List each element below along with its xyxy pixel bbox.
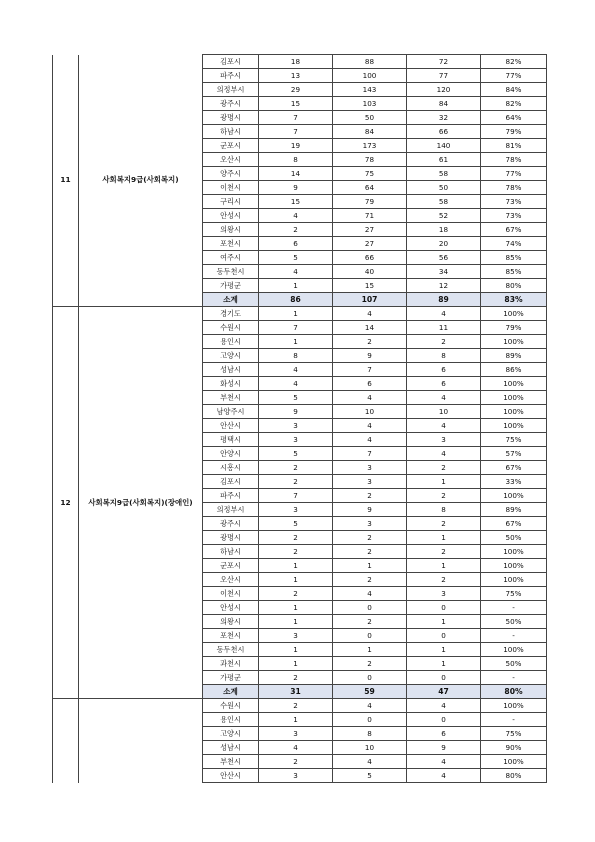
region-cell: 안양시 — [203, 447, 259, 461]
test-takers-cell: 0 — [407, 713, 481, 727]
rate-cell: 81% — [481, 139, 547, 153]
test-takers-cell: 1 — [407, 475, 481, 489]
test-takers-cell: 1 — [407, 643, 481, 657]
region-cell: 광주시 — [203, 517, 259, 531]
rate-cell: 89% — [481, 349, 547, 363]
region-cell: 수원시 — [203, 321, 259, 335]
rate-cell: 33% — [481, 475, 547, 489]
applicants-cell: 2 — [333, 545, 407, 559]
rate-cell: 67% — [481, 461, 547, 475]
quota-cell: 2 — [259, 223, 333, 237]
test-takers-cell: 66 — [407, 125, 481, 139]
applicants-cell: 3 — [333, 475, 407, 489]
test-takers-cell: 8 — [407, 503, 481, 517]
region-cell: 과천시 — [203, 657, 259, 671]
quota-cell: 4 — [259, 209, 333, 223]
region-cell: 동두천시 — [203, 643, 259, 657]
test-takers-cell: 0 — [407, 671, 481, 685]
test-takers-cell: 4 — [407, 447, 481, 461]
applicants-cell: 3 — [333, 461, 407, 475]
applicants-cell: 88 — [333, 55, 407, 69]
region-cell: 의정부시 — [203, 83, 259, 97]
test-takers-cell: 1 — [407, 657, 481, 671]
quota-cell: 7 — [259, 321, 333, 335]
rate-cell: 77% — [481, 167, 547, 181]
region-cell: 파주시 — [203, 489, 259, 503]
test-takers-cell: 1 — [407, 531, 481, 545]
test-takers-cell: 18 — [407, 223, 481, 237]
region-cell: 안산시 — [203, 419, 259, 433]
quota-cell: 3 — [259, 727, 333, 741]
quota-cell: 18 — [259, 55, 333, 69]
applicants-cell: 27 — [333, 223, 407, 237]
test-takers-cell: 72 — [407, 55, 481, 69]
rate-cell: 78% — [481, 181, 547, 195]
applicants-cell: 4 — [333, 307, 407, 321]
quota-cell: 8 — [259, 153, 333, 167]
region-cell: 오산시 — [203, 573, 259, 587]
test-takers-cell: 6 — [407, 377, 481, 391]
rate-cell: 80% — [481, 685, 547, 699]
quota-cell: 2 — [259, 671, 333, 685]
region-cell: 부천시 — [203, 755, 259, 769]
quota-cell: 15 — [259, 195, 333, 209]
test-takers-cell: 140 — [407, 139, 481, 153]
exam-number: 11 — [53, 55, 79, 307]
exam-title: 사회복지9급(사회복지)(장애인) — [79, 307, 203, 699]
applicants-cell: 7 — [333, 363, 407, 377]
test-takers-cell: 56 — [407, 251, 481, 265]
rate-cell: 100% — [481, 573, 547, 587]
quota-cell: 5 — [259, 251, 333, 265]
applicants-cell: 143 — [333, 83, 407, 97]
test-takers-cell: 2 — [407, 335, 481, 349]
test-takers-cell: 4 — [407, 391, 481, 405]
applicants-cell: 59 — [333, 685, 407, 699]
region-cell: 광명시 — [203, 111, 259, 125]
applicants-cell: 2 — [333, 573, 407, 587]
test-takers-cell: 4 — [407, 699, 481, 713]
rate-cell: 100% — [481, 419, 547, 433]
test-takers-cell: 84 — [407, 97, 481, 111]
quota-cell: 2 — [259, 545, 333, 559]
test-takers-cell: 6 — [407, 727, 481, 741]
applicants-cell: 4 — [333, 699, 407, 713]
test-takers-cell: 0 — [407, 629, 481, 643]
test-takers-cell: 47 — [407, 685, 481, 699]
test-takers-cell: 4 — [407, 755, 481, 769]
test-takers-cell: 61 — [407, 153, 481, 167]
rate-cell: 50% — [481, 657, 547, 671]
recruitment-statistics-table — [52, 54, 547, 783]
region-cell: 소계 — [203, 293, 259, 307]
rate-cell: 67% — [481, 517, 547, 531]
applicants-cell: 4 — [333, 391, 407, 405]
region-cell: 남양주시 — [203, 405, 259, 419]
applicants-cell: 0 — [333, 713, 407, 727]
quota-cell: 3 — [259, 503, 333, 517]
applicants-cell: 2 — [333, 657, 407, 671]
test-takers-cell: 32 — [407, 111, 481, 125]
rate-cell: 100% — [481, 489, 547, 503]
rate-cell: 73% — [481, 209, 547, 223]
quota-cell: 5 — [259, 391, 333, 405]
test-takers-cell: 10 — [407, 405, 481, 419]
rate-cell: 100% — [481, 307, 547, 321]
region-cell: 수원시 — [203, 699, 259, 713]
applicants-cell: 3 — [333, 517, 407, 531]
applicants-cell: 78 — [333, 153, 407, 167]
quota-cell: 2 — [259, 699, 333, 713]
region-cell: 이천시 — [203, 181, 259, 195]
applicants-cell: 107 — [333, 293, 407, 307]
region-cell: 하남시 — [203, 545, 259, 559]
rate-cell: 78% — [481, 153, 547, 167]
test-takers-cell: 58 — [407, 195, 481, 209]
quota-cell: 3 — [259, 419, 333, 433]
region-cell: 안성시 — [203, 209, 259, 223]
test-takers-cell: 9 — [407, 741, 481, 755]
rate-cell: 75% — [481, 727, 547, 741]
quota-cell: 4 — [259, 363, 333, 377]
rate-cell: 82% — [481, 55, 547, 69]
rate-cell: 64% — [481, 111, 547, 125]
rate-cell: 74% — [481, 237, 547, 251]
region-cell: 성남시 — [203, 363, 259, 377]
quota-cell: 1 — [259, 279, 333, 293]
quota-cell: 1 — [259, 335, 333, 349]
quota-cell: 7 — [259, 111, 333, 125]
applicants-cell: 79 — [333, 195, 407, 209]
quota-cell: 4 — [259, 741, 333, 755]
applicants-cell: 2 — [333, 615, 407, 629]
applicants-cell: 64 — [333, 181, 407, 195]
rate-cell: 100% — [481, 391, 547, 405]
quota-cell: 9 — [259, 181, 333, 195]
rate-cell: 100% — [481, 335, 547, 349]
applicants-cell: 84 — [333, 125, 407, 139]
rate-cell: 89% — [481, 503, 547, 517]
applicants-cell: 0 — [333, 629, 407, 643]
region-cell: 소계 — [203, 685, 259, 699]
rate-cell: - — [481, 671, 547, 685]
rate-cell: 84% — [481, 83, 547, 97]
region-cell: 가평군 — [203, 279, 259, 293]
region-cell: 부천시 — [203, 391, 259, 405]
region-cell: 군포시 — [203, 559, 259, 573]
applicants-cell: 2 — [333, 489, 407, 503]
exam-title — [79, 699, 203, 783]
region-cell: 용인시 — [203, 713, 259, 727]
applicants-cell: 75 — [333, 167, 407, 181]
applicants-cell: 50 — [333, 111, 407, 125]
region-cell: 용인시 — [203, 335, 259, 349]
region-cell: 안성시 — [203, 601, 259, 615]
rate-cell: 75% — [481, 433, 547, 447]
region-cell: 양주시 — [203, 167, 259, 181]
applicants-cell: 8 — [333, 727, 407, 741]
exam-title: 사회복지9급(사회복지) — [79, 55, 203, 307]
quota-cell: 86 — [259, 293, 333, 307]
table-row — [53, 307, 547, 321]
applicants-cell: 100 — [333, 69, 407, 83]
test-takers-cell: 2 — [407, 489, 481, 503]
region-cell: 동두천시 — [203, 265, 259, 279]
rate-cell: - — [481, 629, 547, 643]
rate-cell: 86% — [481, 363, 547, 377]
quota-cell: 2 — [259, 461, 333, 475]
quota-cell: 2 — [259, 755, 333, 769]
test-takers-cell: 11 — [407, 321, 481, 335]
quota-cell: 4 — [259, 377, 333, 391]
rate-cell: 85% — [481, 265, 547, 279]
quota-cell: 31 — [259, 685, 333, 699]
quota-cell: 3 — [259, 629, 333, 643]
test-takers-cell: 4 — [407, 419, 481, 433]
rate-cell: 100% — [481, 545, 547, 559]
test-takers-cell: 58 — [407, 167, 481, 181]
applicants-cell: 4 — [333, 755, 407, 769]
test-takers-cell: 8 — [407, 349, 481, 363]
quota-cell: 3 — [259, 769, 333, 783]
quota-cell: 14 — [259, 167, 333, 181]
test-takers-cell: 1 — [407, 559, 481, 573]
quota-cell: 1 — [259, 657, 333, 671]
rate-cell: 79% — [481, 125, 547, 139]
quota-cell: 7 — [259, 125, 333, 139]
applicants-cell: 1 — [333, 643, 407, 657]
applicants-cell: 1 — [333, 559, 407, 573]
rate-cell: - — [481, 601, 547, 615]
quota-cell: 4 — [259, 265, 333, 279]
quota-cell: 3 — [259, 433, 333, 447]
applicants-cell: 7 — [333, 447, 407, 461]
quota-cell: 2 — [259, 587, 333, 601]
applicants-cell: 9 — [333, 503, 407, 517]
rate-cell: 100% — [481, 377, 547, 391]
applicants-cell: 4 — [333, 419, 407, 433]
region-cell: 이천시 — [203, 587, 259, 601]
region-cell: 고양시 — [203, 349, 259, 363]
test-takers-cell: 34 — [407, 265, 481, 279]
rate-cell: 82% — [481, 97, 547, 111]
test-takers-cell: 6 — [407, 363, 481, 377]
rate-cell: 100% — [481, 405, 547, 419]
quota-cell: 2 — [259, 475, 333, 489]
region-cell: 광명시 — [203, 531, 259, 545]
quota-cell: 5 — [259, 447, 333, 461]
region-cell: 안산시 — [203, 769, 259, 783]
rate-cell: 73% — [481, 195, 547, 209]
rate-cell: 57% — [481, 447, 547, 461]
region-cell: 경기도 — [203, 307, 259, 321]
applicants-cell: 40 — [333, 265, 407, 279]
region-cell: 오산시 — [203, 153, 259, 167]
rate-cell: 90% — [481, 741, 547, 755]
applicants-cell: 27 — [333, 237, 407, 251]
rate-cell: 80% — [481, 769, 547, 783]
region-cell: 포천시 — [203, 629, 259, 643]
region-cell: 평택시 — [203, 433, 259, 447]
applicants-cell: 4 — [333, 433, 407, 447]
region-cell: 김포시 — [203, 55, 259, 69]
test-takers-cell: 4 — [407, 769, 481, 783]
region-cell: 시흥시 — [203, 461, 259, 475]
region-cell: 의왕시 — [203, 223, 259, 237]
quota-cell: 1 — [259, 559, 333, 573]
quota-cell: 29 — [259, 83, 333, 97]
rate-cell: 50% — [481, 531, 547, 545]
region-cell: 하남시 — [203, 125, 259, 139]
region-cell: 의왕시 — [203, 615, 259, 629]
test-takers-cell: 2 — [407, 545, 481, 559]
region-cell: 파주시 — [203, 69, 259, 83]
applicants-cell: 0 — [333, 601, 407, 615]
test-takers-cell: 2 — [407, 573, 481, 587]
region-cell: 구리시 — [203, 195, 259, 209]
test-takers-cell: 2 — [407, 461, 481, 475]
rate-cell: - — [481, 713, 547, 727]
exam-number: 12 — [53, 307, 79, 699]
rate-cell: 100% — [481, 559, 547, 573]
quota-cell: 1 — [259, 615, 333, 629]
test-takers-cell: 120 — [407, 83, 481, 97]
quota-cell: 9 — [259, 405, 333, 419]
rate-cell: 100% — [481, 643, 547, 657]
quota-cell: 2 — [259, 531, 333, 545]
test-takers-cell: 50 — [407, 181, 481, 195]
test-takers-cell: 2 — [407, 517, 481, 531]
rate-cell: 77% — [481, 69, 547, 83]
applicants-cell: 14 — [333, 321, 407, 335]
test-takers-cell: 77 — [407, 69, 481, 83]
region-cell: 가평군 — [203, 671, 259, 685]
applicants-cell: 2 — [333, 335, 407, 349]
test-takers-cell: 89 — [407, 293, 481, 307]
region-cell: 포천시 — [203, 237, 259, 251]
rate-cell: 100% — [481, 699, 547, 713]
test-takers-cell: 3 — [407, 587, 481, 601]
region-cell: 화성시 — [203, 377, 259, 391]
quota-cell: 1 — [259, 573, 333, 587]
region-cell: 의정부시 — [203, 503, 259, 517]
test-takers-cell: 3 — [407, 433, 481, 447]
applicants-cell: 2 — [333, 531, 407, 545]
exam-number — [53, 699, 79, 783]
quota-cell: 5 — [259, 517, 333, 531]
test-takers-cell: 1 — [407, 615, 481, 629]
applicants-cell: 4 — [333, 587, 407, 601]
quota-cell: 1 — [259, 601, 333, 615]
test-takers-cell: 20 — [407, 237, 481, 251]
applicants-cell: 5 — [333, 769, 407, 783]
region-cell: 광주시 — [203, 97, 259, 111]
rate-cell: 80% — [481, 279, 547, 293]
region-cell: 고양시 — [203, 727, 259, 741]
applicants-cell: 0 — [333, 671, 407, 685]
applicants-cell: 66 — [333, 251, 407, 265]
applicants-cell: 15 — [333, 279, 407, 293]
rate-cell: 75% — [481, 587, 547, 601]
quota-cell: 1 — [259, 307, 333, 321]
applicants-cell: 9 — [333, 349, 407, 363]
applicants-cell: 173 — [333, 139, 407, 153]
rate-cell: 100% — [481, 755, 547, 769]
region-cell: 군포시 — [203, 139, 259, 153]
rate-cell: 50% — [481, 615, 547, 629]
quota-cell: 8 — [259, 349, 333, 363]
region-cell: 성남시 — [203, 741, 259, 755]
quota-cell: 13 — [259, 69, 333, 83]
quota-cell: 7 — [259, 489, 333, 503]
table-body — [53, 55, 547, 783]
test-takers-cell: 4 — [407, 307, 481, 321]
test-takers-cell: 52 — [407, 209, 481, 223]
quota-cell: 1 — [259, 713, 333, 727]
quota-cell: 6 — [259, 237, 333, 251]
applicants-cell: 103 — [333, 97, 407, 111]
table-row — [53, 699, 547, 713]
applicants-cell: 10 — [333, 741, 407, 755]
test-takers-cell: 12 — [407, 279, 481, 293]
region-cell: 여주시 — [203, 251, 259, 265]
rate-cell: 85% — [481, 251, 547, 265]
quota-cell: 1 — [259, 643, 333, 657]
quota-cell: 15 — [259, 97, 333, 111]
rate-cell: 83% — [481, 293, 547, 307]
rate-cell: 67% — [481, 223, 547, 237]
table-row — [53, 55, 547, 69]
test-takers-cell: 0 — [407, 601, 481, 615]
applicants-cell: 6 — [333, 377, 407, 391]
region-cell: 김포시 — [203, 475, 259, 489]
quota-cell: 19 — [259, 139, 333, 153]
rate-cell: 79% — [481, 321, 547, 335]
applicants-cell: 10 — [333, 405, 407, 419]
applicants-cell: 71 — [333, 209, 407, 223]
